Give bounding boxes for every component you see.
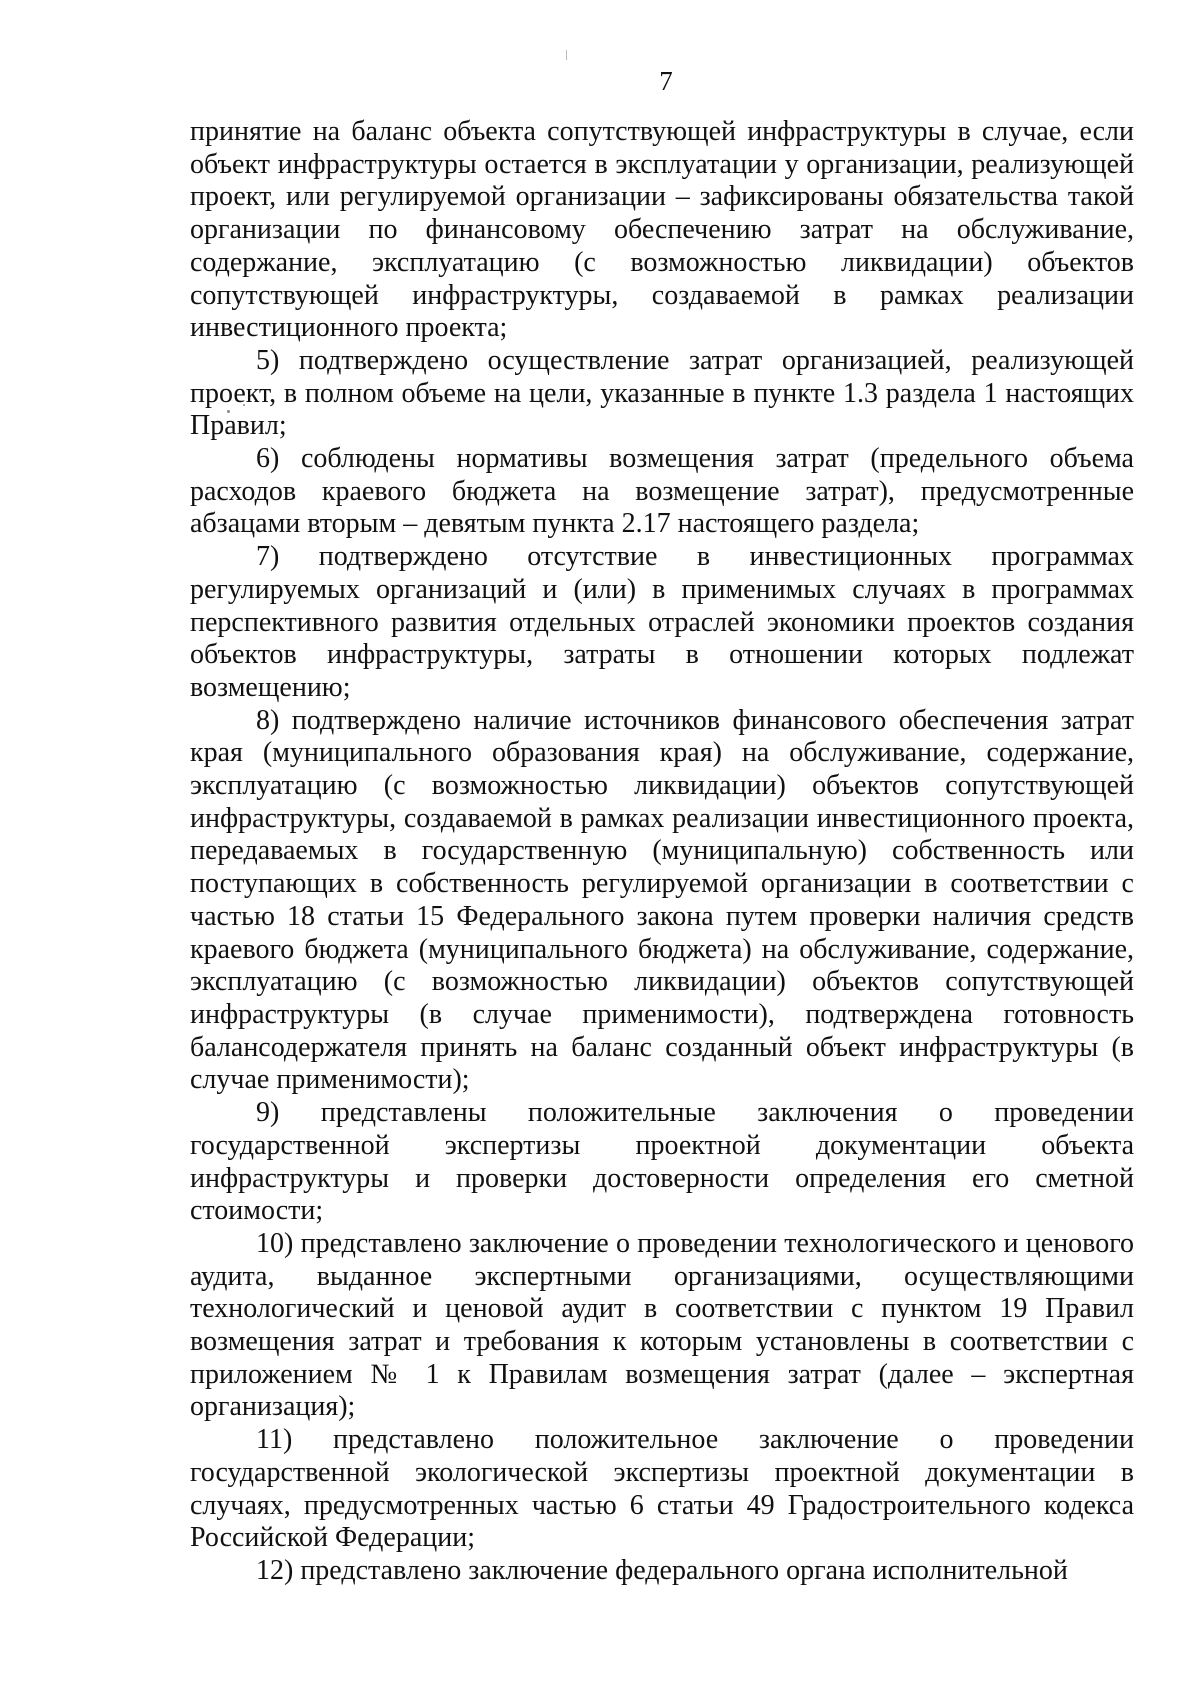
paragraph-item-10: 10) представлено заключение о проведении технологического и ценового аудита, выданное экспертными организациями, осуществляющими технологический и ценовой аудит в соответствии с пунктом 19 Правил возмещения затрат и требования к которым установлены в соответствии с приложением № 1 к Правилам возмещения затрат (далее – экспертная организация); [190,1227,1134,1423]
paragraph-item-8: 8) подтверждено наличие источников финансового обеспечения затрат края (муниципального образования края) на обслуживание, содержание, эксплуатацию (с возможностью ликвидации) объектов сопутствующей инфраструктуры, создаваемой в рамках реализации инвестиционного проекта, передаваемых в государственную (муниципальную) собственность или поступающих в собственность регулируемой организации в соответствии с частью 18 статьи 15 Федерального закона путем проверки наличия средств краевого бюджета (муниципального бюджета) на обслуживание, содержание, эксплуатацию (с возможностью ликвидации) объектов сопутствующей инфраструктуры (в случае применимости), подтверждена готовность балансодержателя принять на баланс созданный объект инфраструктуры (в случае применимости); [190,704,1134,1096]
page-number: 7 [659,66,673,96]
document-body [190,116,1134,1588]
paragraph-item-7: 7) подтверждено отсутствие в инвестиционных программах регулируемых организаций и (или) в применимых случаях в программах перспективного развития отдельных отраслей экономики проектов создания объектов инфраструктуры, затраты в отношении которых подлежат возмещению; [190,541,1134,703]
paragraph-item-9: 9) представлены положительные заключения о проведении государственной экспертизы проектной документации объекта инфраструктуры и проверки достоверности определения его сметной стоимости; [190,1097,1134,1227]
paragraph-item-5: 5) подтверждено осуществление затрат организацией, реализующей проект, в полном объеме на цели, указанные в пункте 1.3 раздела 1 настоящих Правил; [190,344,1134,442]
paragraph-item-11: 11) представлено положительное заключение о проведении государственной экологической экспертизы проектной документации в случаях, предусмотренных частью 6 статьи 49 Градостроительного кодекса Российской Федерации; [190,1424,1134,1554]
paragraph-continuation: принятие на баланс объекта сопутствующей инфраструктуры в случае, если объект инфраструктуры остается в эксплуатации у организации, реализующей проект, или регулируемой организации – зафиксированы обязательства такой организации по финансовому обеспечению затрат на обслуживание, содержание, эксплуатацию (с возможностью ликвидации) объектов сопутствующей инфраструктуры, создаваемой в рамках реализации инвестиционного проекта; [190,116,1134,344]
paragraph-item-12: 12) представлено заключение федерального органа исполнительной [256,1554,1068,1586]
scan-artifact [566,50,567,60]
paragraph-item-6: 6) соблюдены нормативы возмещения затрат (предельного объема расходов краевого бюджета на возмещение затрат), предусмотренные абзацами вторым – девятым пункта 2.17 настоящего раздела; [190,443,1134,540]
